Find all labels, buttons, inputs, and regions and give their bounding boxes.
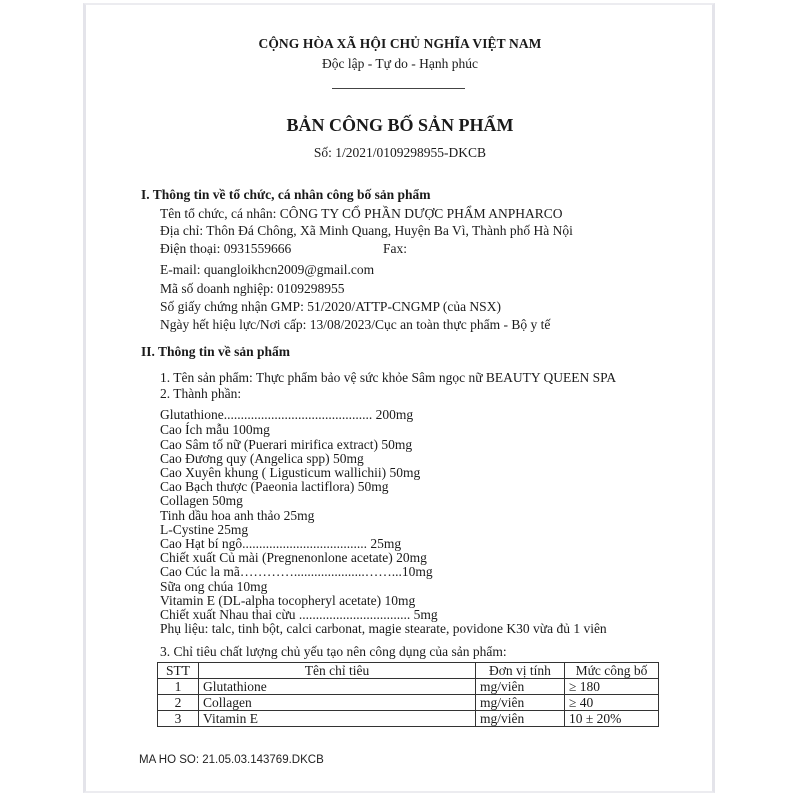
cell-stt: 3: [158, 711, 199, 727]
phone: Điện thoại: 0931559666: [160, 241, 292, 256]
nation-header: CỘNG HÒA XÃ HỘI CHỦ NGHĨA VIỆT NAM: [258, 36, 542, 51]
email: E-mail: quangloikhcn2009@gmail.com: [160, 262, 375, 277]
ingredient-item: Chiết xuất Nhau thai cừu ................................. 5mg: [160, 607, 438, 622]
expiry-issuer: Ngày hết hiệu lực/Nơi cấp: 13/08/2023/Cục an toàn thực phẩm - Bộ y tế: [160, 317, 551, 332]
ingredient-item: Cao Sâm tố nữ (Puerari mirifica extract) 50mg: [160, 437, 413, 452]
header-declared-level: Mức công bố: [565, 663, 659, 679]
ingredient-item: Cao Cúc la mã………….....................……...10mg: [160, 564, 433, 579]
table-row: [158, 695, 659, 711]
cell-stt: 1: [158, 679, 199, 695]
record-code: MA HO SO: 21.05.03.143769.DKCB: [139, 754, 324, 766]
ingredient-item: Collagen 50mg: [160, 493, 243, 508]
cell-level: ≥ 40: [565, 695, 659, 711]
ingredient-item: Cao Bạch thược (Paeonia lactiflora) 50mg: [160, 479, 389, 494]
cell-unit: mg/viên: [476, 679, 565, 695]
ingredient-item: Vitamin E (DL-alpha tocopheryl acetate) 10mg: [160, 593, 416, 608]
divider-rule: [332, 88, 465, 89]
ingredient-item: Sữa ong chúa 10mg: [160, 579, 268, 594]
ingredient-item: Cao Hạt bí ngô..................................... 25mg: [160, 536, 402, 551]
table-row: [158, 711, 659, 727]
header-stt: STT: [158, 663, 199, 679]
quality-table: [157, 662, 659, 727]
org-name: Tên tổ chức, cá nhân: CÔNG TY CỔ PHẦN DƯỢC PHẨM ANPHARCO: [160, 206, 563, 221]
cell-level: ≥ 180: [565, 679, 659, 695]
cell-unit: mg/viên: [476, 711, 565, 727]
quality-label: 3. Chỉ tiêu chất lượng chủ yếu tạo nên công dụng của sản phẩm:: [160, 644, 507, 659]
ingredient-item: Chiết xuất Củ mài (Pregnenonlone acetate) 20mg: [160, 550, 427, 565]
header-unit: Đơn vị tính: [476, 663, 565, 679]
cell-stt: 2: [158, 695, 199, 711]
ingredient-item: Cao Ích mẫu 100mg: [160, 422, 270, 437]
cell-indicator: Glutathione: [199, 679, 476, 695]
gmp-certificate: Số giấy chứng nhận GMP: 51/2020/ATTP-CNGMP (của NSX): [160, 299, 501, 314]
fax: Fax:: [383, 241, 408, 256]
cell-indicator: Vitamin E: [199, 711, 476, 727]
excipients: Phụ liệu: talc, tinh bột, calci carbonat, magie stearate, povidone K30 vừa đủ 1 viên: [160, 621, 607, 636]
ingredient-item: L-Cystine 25mg: [160, 522, 249, 537]
ingredient-item: Cao Xuyên khung ( Ligusticum wallichii) 50mg: [160, 465, 421, 480]
ingredient-item: Cao Đương quy (Angelica spp) 50mg: [160, 451, 364, 466]
table-row: [158, 679, 659, 695]
document-title: BẢN CÔNG BỐ SẢN PHẨM: [286, 115, 514, 135]
ingredients-label: 2. Thành phần:: [160, 386, 242, 401]
cell-level: 10 ± 20%: [565, 711, 659, 727]
section2-heading: II. Thông tin về sản phẩm: [141, 344, 291, 359]
product-name: 1. Tên sản phẩm: Thực phẩm bảo vệ sức khỏe Sâm ngọc nữ BEAUTY QUEEN SPA: [160, 370, 617, 385]
ingredient-item: Glutathione............................................ 200mg: [160, 407, 414, 422]
address: Địa chỉ: Thôn Đá Chông, Xã Minh Quang, Huyện Ba Vì, Thành phố Hà Nội: [160, 223, 573, 238]
business-code: Mã số doanh nghiệp: 0109298955: [160, 281, 345, 296]
ingredient-item: Tinh dầu hoa anh thảo 25mg: [160, 508, 315, 523]
motto: Độc lập - Tự do - Hạnh phúc: [322, 56, 478, 71]
cell-unit: mg/viên: [476, 695, 565, 711]
section1-heading: I. Thông tin về tổ chức, cá nhân công bố sản phẩm: [141, 187, 431, 202]
header-indicator: Tên chỉ tiêu: [199, 663, 476, 679]
cell-indicator: Collagen: [199, 695, 476, 711]
table-header-row: [158, 663, 659, 679]
document-number: Số: 1/2021/0109298955-DKCB: [313, 145, 487, 160]
